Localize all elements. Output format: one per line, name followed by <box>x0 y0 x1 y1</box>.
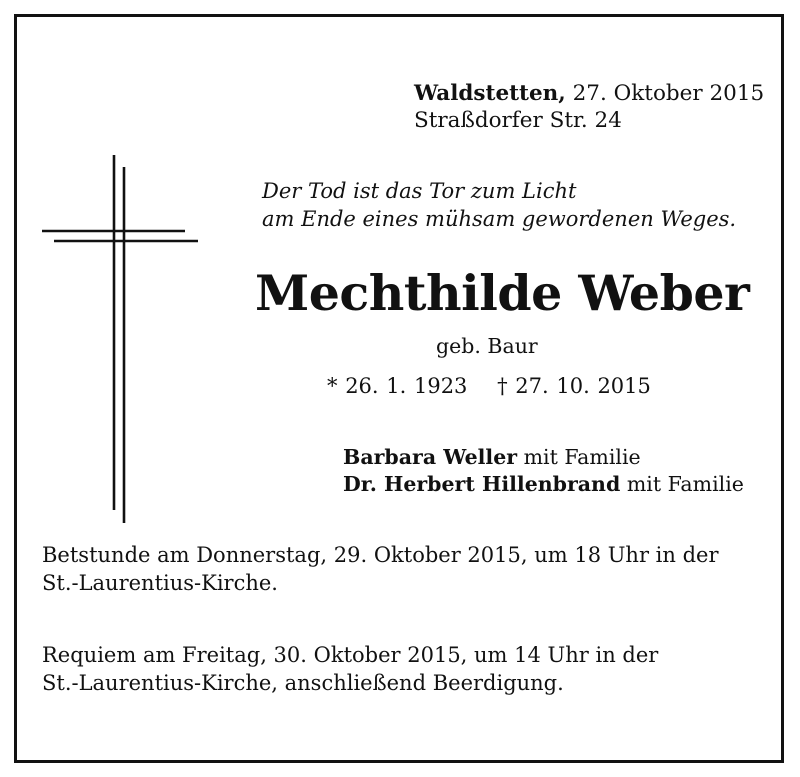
prayer-line-1: Betstunde am Donnerstag, 29. Oktober 2015, um 18 Uhr in der <box>42 543 719 567</box>
mourner-name: Dr. Herbert Hillenbrand <box>343 472 621 496</box>
requiem-notice <box>42 641 758 697</box>
birth-date: 26. 1. 1923 <box>345 374 468 398</box>
mourners-list <box>343 444 744 498</box>
requiem-line-2: St.-Laurentius-Kirche, anschließend Beerdigung. <box>42 671 564 695</box>
mourner-suffix: mit Familie <box>523 445 641 469</box>
maiden-name: geb. Baur <box>436 334 538 358</box>
place-date-line <box>414 80 764 107</box>
prayer-service-notice <box>42 541 758 597</box>
place-and-date <box>414 80 764 134</box>
life-dates <box>327 374 651 398</box>
quote <box>262 177 736 233</box>
mourner-suffix: mit Familie <box>626 472 744 496</box>
quote-line-2: am Ende eines mühsam gewordenen Weges. <box>262 207 737 231</box>
street-address: Straßdorfer Str. 24 <box>414 108 622 133</box>
requiem-line-1: Requiem am Freitag, 30. Oktober 2015, um 14 Uhr in der <box>42 643 659 667</box>
deceased-name: Mechthilde Weber <box>255 264 750 322</box>
cross-icon <box>42 155 198 523</box>
death-symbol: † <box>497 374 508 398</box>
mourner-item <box>343 444 744 471</box>
notice-date: 27. Oktober 2015 <box>572 81 765 106</box>
place: Waldstetten, <box>414 81 566 106</box>
quote-line-1: Der Tod ist das Tor zum Licht <box>262 179 577 203</box>
birth-symbol: * <box>327 374 338 398</box>
mourner-name: Barbara Weller <box>343 445 518 469</box>
prayer-line-2: St.-Laurentius-Kirche. <box>42 571 278 595</box>
mourner-item <box>343 471 744 498</box>
death-date: 27. 10. 2015 <box>515 374 651 398</box>
